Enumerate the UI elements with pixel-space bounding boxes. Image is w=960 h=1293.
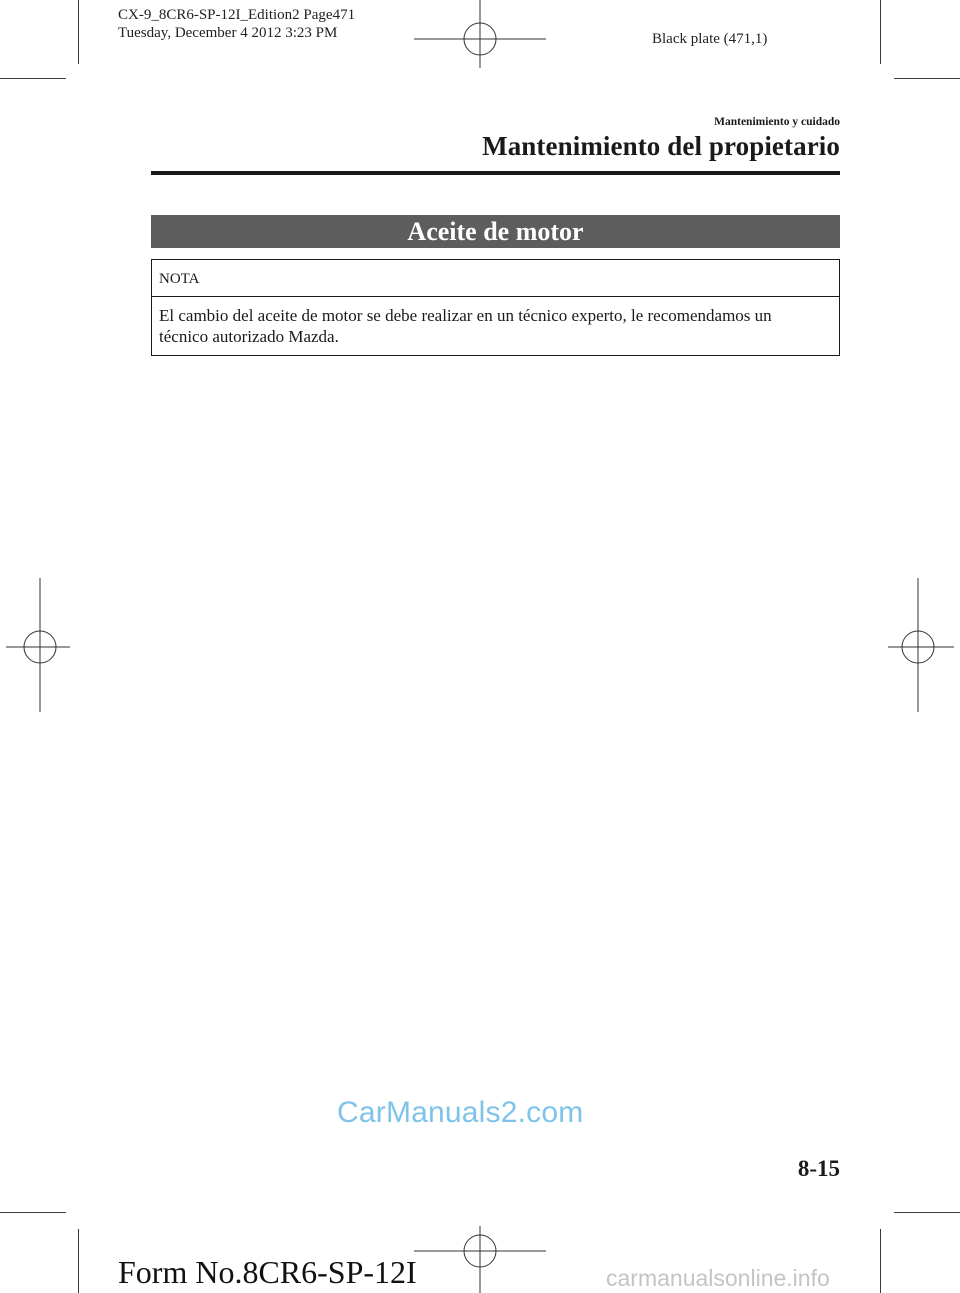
crop-mark-bottom-left-v: [78, 1229, 79, 1293]
site-watermark: carmanualsonline.info: [606, 1265, 830, 1291]
title-rule: [151, 171, 840, 175]
print-info: [118, 6, 355, 42]
registration-mark-right-icon: [888, 578, 960, 712]
crop-mark-top-right-h: [894, 78, 960, 79]
note-text: El cambio del aceite de motor se debe realizar en un técnico experto, le recomendamos un técnico autorizado Mazda.: [159, 306, 772, 346]
crop-mark-top-left-h: [0, 78, 66, 79]
registration-mark-bottom-icon: [414, 1226, 546, 1293]
note-box: [151, 259, 840, 356]
registration-mark-top-icon: [414, 0, 546, 68]
crop-mark-bottom-left-h: [0, 1212, 66, 1213]
crop-mark-top-right-v: [880, 0, 881, 64]
registration-mark-left-icon: [0, 578, 70, 712]
note-label: NOTA: [152, 260, 839, 297]
print-info-line2: Tuesday, December 4 2012 3:23 PM: [118, 25, 338, 41]
page-number: 8-15: [797, 1156, 840, 1181]
crop-mark-bottom-right-v: [880, 1229, 881, 1293]
chapter-breadcrumb: Mantenimiento y cuidado: [714, 116, 840, 128]
plate-label: Black plate (471,1): [652, 31, 768, 47]
print-info-line1: CX-9_8CR6-SP-12I_Edition2 Page471: [118, 7, 356, 23]
form-number: Form No.8CR6-SP-12I: [118, 1254, 417, 1290]
crop-mark-bottom-right-h: [894, 1212, 960, 1213]
section-heading: Aceite de motor: [151, 215, 840, 248]
crop-mark-top-left-v: [78, 0, 79, 64]
watermark-logo: CarManuals2.com: [337, 1096, 584, 1129]
section-title: Mantenimiento del propietario: [482, 131, 840, 161]
